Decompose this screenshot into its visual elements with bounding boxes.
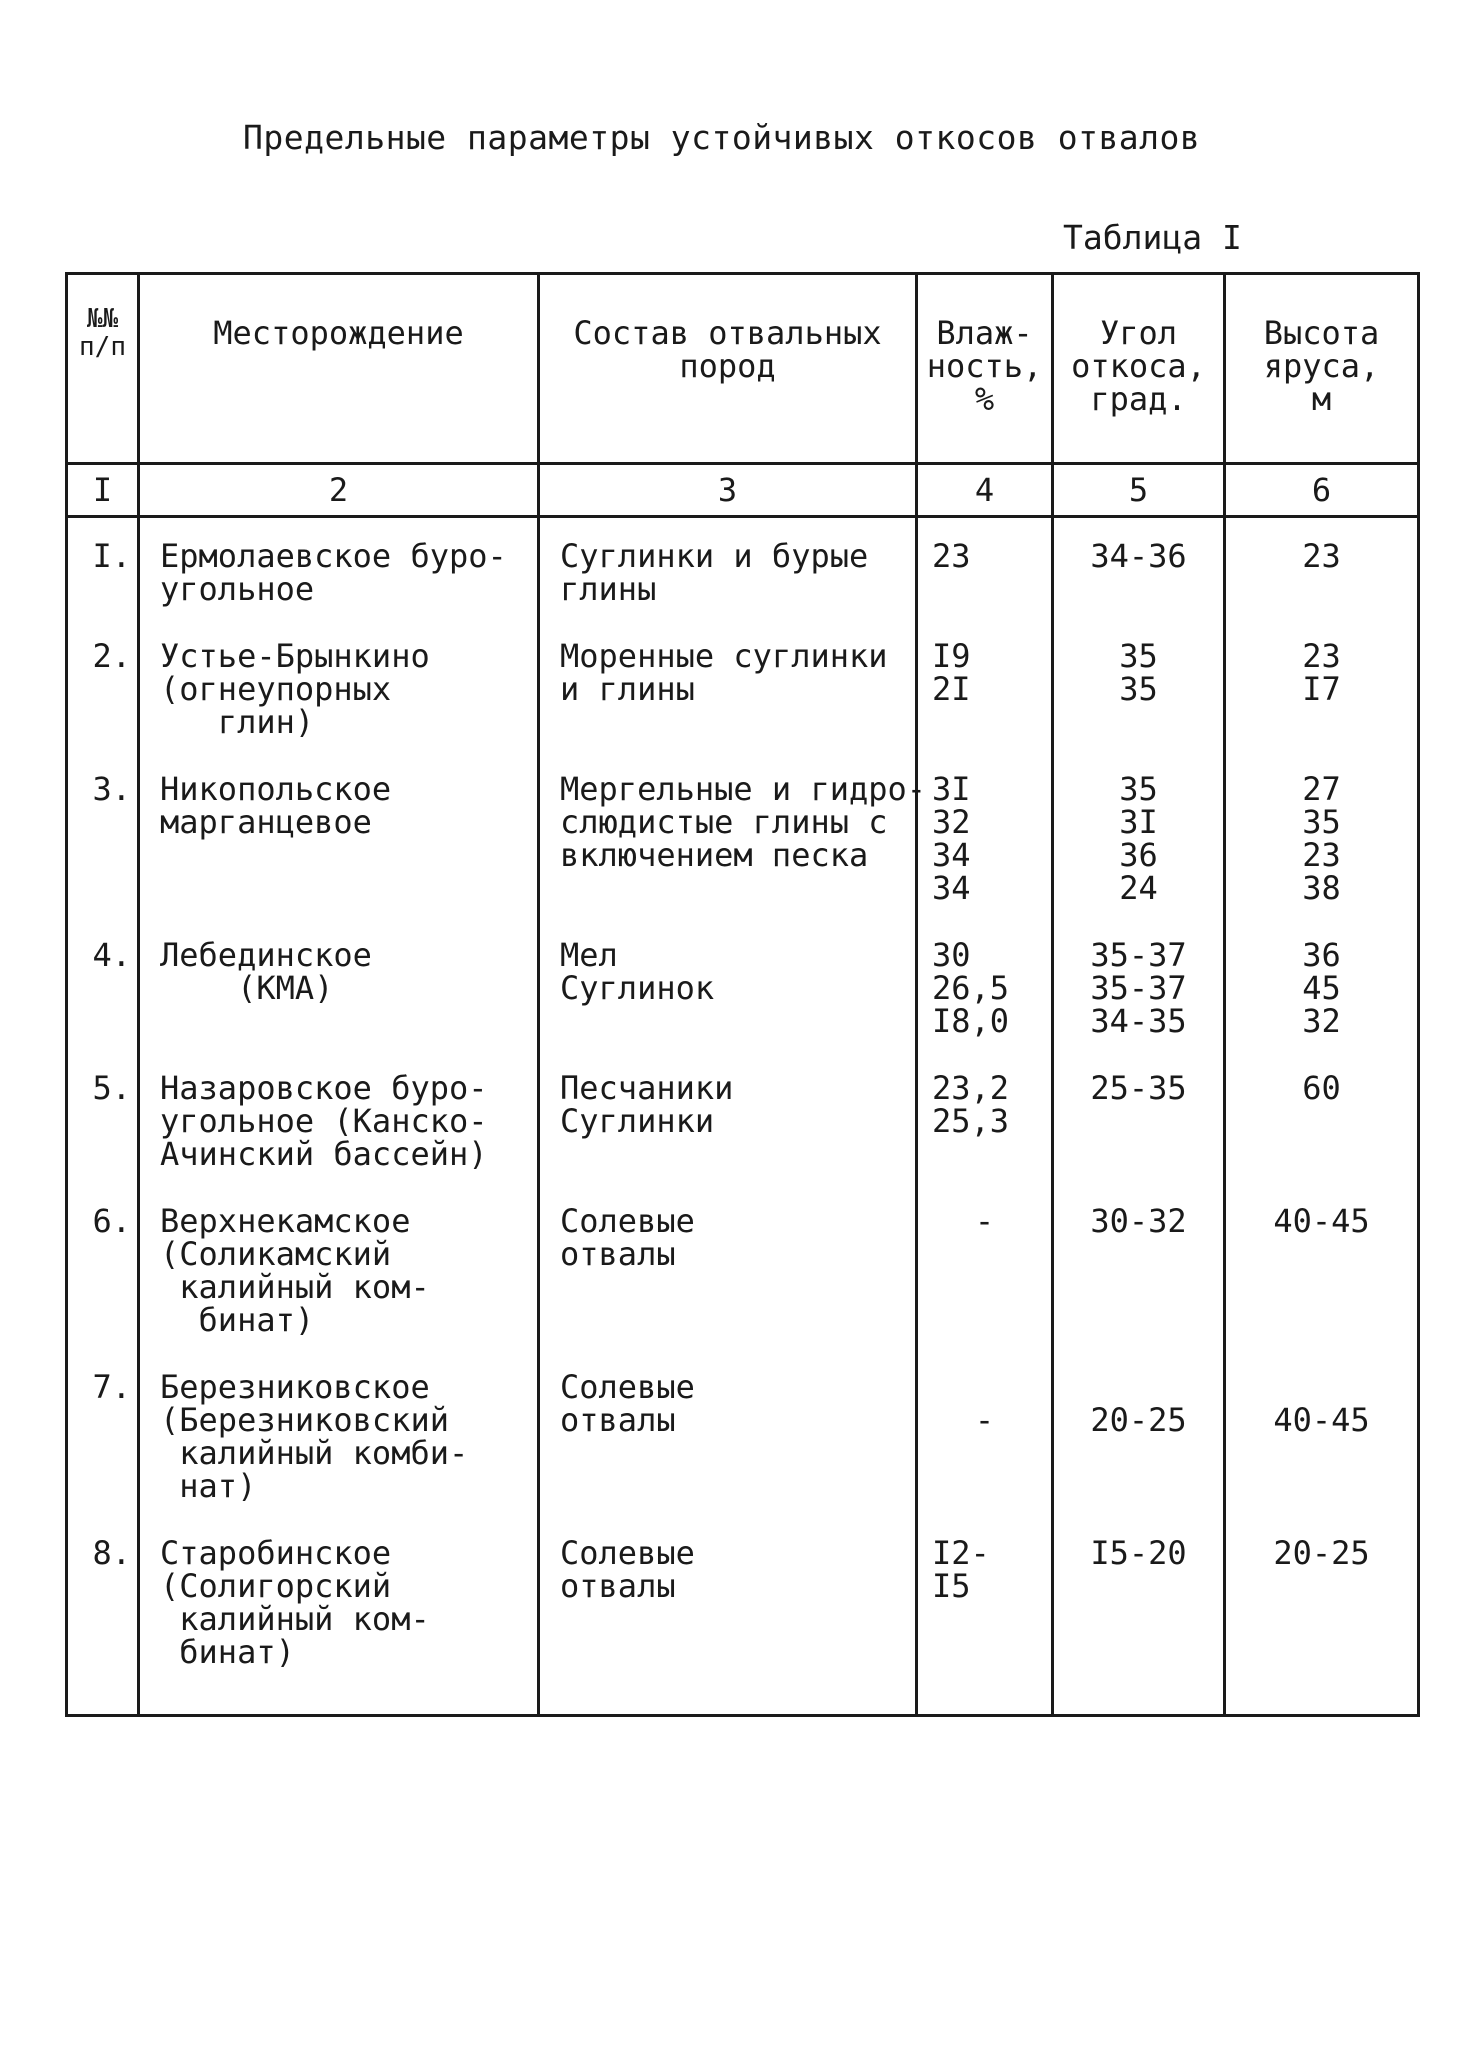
height-cell: 36 45 32: [1225, 917, 1419, 1050]
height-cell: 23 I7: [1225, 618, 1419, 751]
height-cell: 20-25: [1225, 1515, 1419, 1715]
col-number: 2: [139, 464, 539, 517]
header-height: Высота яруса, м: [1225, 274, 1419, 464]
table-row: [67, 751, 1419, 917]
moisture-cell: 23,2 25,3: [917, 1050, 1053, 1183]
table-label: Таблица I: [1063, 218, 1242, 257]
col-number: 4: [917, 464, 1053, 517]
moisture-cell: I2- I5: [917, 1515, 1053, 1715]
composition-cell: Солевые отвалы: [539, 1349, 917, 1515]
col-number: 5: [1053, 464, 1225, 517]
row-number: I.: [67, 517, 139, 619]
composition-cell: Мергельные и гидро- слюдистые глины с включением песка: [539, 751, 917, 917]
height-cell: 60: [1225, 1050, 1419, 1183]
angle-cell: 35 35: [1053, 618, 1225, 751]
header-moisture: Влаж- ность, %: [917, 274, 1053, 464]
row-number: 5.: [67, 1050, 139, 1183]
angle-cell: 25-35: [1053, 1050, 1225, 1183]
parameters-table: [65, 272, 1420, 1717]
composition-cell: Солевые отвалы: [539, 1515, 917, 1715]
moisture-cell: -: [917, 1183, 1053, 1349]
deposit-cell: Березниковское (Березниковский калийный комби- нат): [139, 1349, 539, 1515]
deposit-cell: Назаровское буро- угольное (Канско- Ачинский бассейн): [139, 1050, 539, 1183]
table-row: [67, 1349, 1419, 1515]
deposit-cell: Старобинское (Солигорский калийный ком- бинат): [139, 1515, 539, 1715]
height-cell: 40-45: [1225, 1183, 1419, 1349]
angle-cell: 35-37 35-37 34-35: [1053, 917, 1225, 1050]
angle-cell: 35 3I 36 24: [1053, 751, 1225, 917]
moisture-cell: 3I 32 34 34: [917, 751, 1053, 917]
height-cell: 40-45: [1225, 1349, 1419, 1515]
table-row: [67, 517, 1419, 619]
col-number: 3: [539, 464, 917, 517]
row-number: 8.: [67, 1515, 139, 1715]
col-number: I: [67, 464, 139, 517]
moisture-cell: -: [917, 1349, 1053, 1515]
column-number-row: [67, 464, 1419, 517]
row-number: 7.: [67, 1349, 139, 1515]
deposit-cell: Лебединское (КМА): [139, 917, 539, 1050]
row-number: 4.: [67, 917, 139, 1050]
height-cell: 27 35 23 38: [1225, 751, 1419, 917]
angle-cell: 34-36: [1053, 517, 1225, 619]
row-number: 2.: [67, 618, 139, 751]
deposit-cell: Верхнекамское (Соликамский калийный ком- бинат): [139, 1183, 539, 1349]
deposit-cell: Ермолаевское буро- угольное: [139, 517, 539, 619]
composition-cell: Суглинки и бурые глины: [539, 517, 917, 619]
angle-cell: 20-25: [1053, 1349, 1225, 1515]
header-row: [67, 274, 1419, 464]
deposit-cell: Никопольское марганцевое: [139, 751, 539, 917]
table-row: [67, 1183, 1419, 1349]
page-title: Предельные параметры устойчивых откосов отвалов: [243, 118, 1201, 157]
header-deposit: Месторождение: [139, 274, 539, 464]
table-row: [67, 1515, 1419, 1715]
header-num: №№ п/п: [67, 274, 139, 464]
composition-cell: Моренные суглинки и глины: [539, 618, 917, 751]
deposit-cell: Устье-Брынкино (огнеупорных глин): [139, 618, 539, 751]
composition-cell: Солевые отвалы: [539, 1183, 917, 1349]
moisture-cell: 30 26,5 I8,0: [917, 917, 1053, 1050]
moisture-cell: 23: [917, 517, 1053, 619]
header-angle: Угол откоса, град.: [1053, 274, 1225, 464]
angle-cell: 30-32: [1053, 1183, 1225, 1349]
table-row: [67, 618, 1419, 751]
row-number: 6.: [67, 1183, 139, 1349]
moisture-cell: I9 2I: [917, 618, 1053, 751]
header-composition: Состав отвальных пород: [539, 274, 917, 464]
composition-cell: Мел Суглинок: [539, 917, 917, 1050]
composition-cell: Песчаники Суглинки: [539, 1050, 917, 1183]
col-number: 6: [1225, 464, 1419, 517]
height-cell: 23: [1225, 517, 1419, 619]
table-row: [67, 917, 1419, 1050]
row-number: 3.: [67, 751, 139, 917]
table-row: [67, 1050, 1419, 1183]
angle-cell: I5-20: [1053, 1515, 1225, 1715]
